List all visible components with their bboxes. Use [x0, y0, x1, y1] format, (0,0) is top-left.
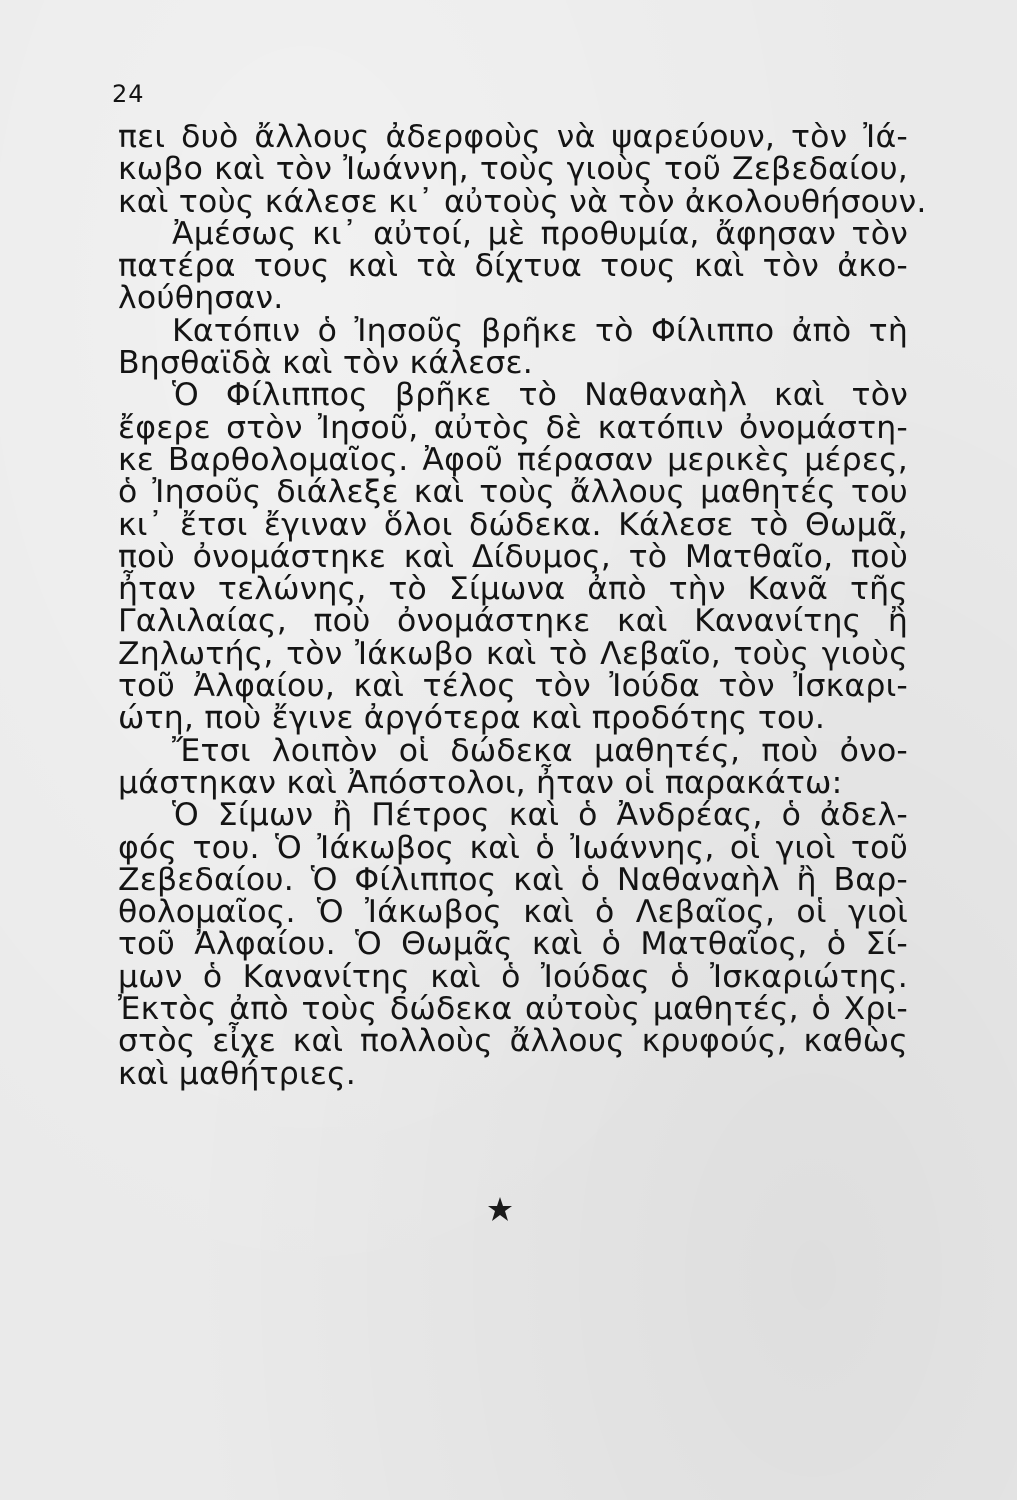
text-line: πει δυὸ ἄλλους ἀδερφοὺς νὰ ψαρεύουν, τὸν Ἰά-	[118, 119, 908, 155]
text-line: Ζηλωτής, τὸν Ἰάκωβο καὶ τὸ Λεβαῖο, τοὺς γιοὺς	[118, 635, 908, 672]
text-line: Κατόπιν ὁ Ἰησοῦς βρῆκε τὸ Φίλιππο ἀπὸ τὴ	[172, 312, 908, 349]
text-line: κι᾿ ἔτσι ἔγιναν ὅλοι δώδεκα. Κάλεσε τὸ Θωμᾶ,	[118, 506, 908, 543]
text-line: μάστηκαν καὶ Ἀπόστολοι, ἦταν οἱ παρακάτω:	[118, 764, 843, 801]
body-text	[118, 119, 927, 1092]
text-line: κε Βαρθολομαῖος. Ἀφοῦ πέρασαν μερικὲς μέρες,	[118, 441, 908, 478]
text-line: στὸς εἶχε καὶ πολλοὺς ἄλλους κρυφούς, καθὼς	[118, 1023, 908, 1060]
text-line: ὁ Ἰησοῦς διάλεξε καὶ τοὺς ἄλλους μαθητές του	[118, 474, 908, 511]
text-line: Γαλιλαίας, ποὺ ὀνομάστηκε καὶ Κανανίτης ἢ	[118, 603, 908, 640]
text-line: θολομαῖος. Ὁ Ἰάκωβος καὶ ὁ Λεβαῖος, οἱ γιοὶ	[118, 894, 908, 931]
text-line: μων ὁ Κανανίτης καὶ ὁ Ἰούδας ὁ Ἰσκαριώτης.	[118, 958, 908, 995]
text-line: Ζεβεδαίου. Ὁ Φίλιππος καὶ ὁ Ναθαναὴλ ἢ Βαρ-	[118, 861, 908, 898]
text-line: Ἀμέσως κι᾿ αὐτοί, μὲ προθυμία, ἄφησαν τὸν	[172, 215, 908, 252]
text-line: Βησθαϊδὰ καὶ τὸν κάλεσε.	[118, 345, 533, 382]
text-line: κωβο καὶ τὸν Ἰωάννη, τοὺς γιοὺς τοῦ Ζεβεδαίου,	[118, 151, 908, 188]
text-line: φός του. Ὁ Ἰάκωβος καὶ ὁ Ἰωάννης, οἱ γιοὶ τοῦ	[118, 829, 908, 866]
text-line: ἔφερε στὸν Ἰησοῦ, αὐτὸς δὲ κατόπιν ὀνομάστη-	[118, 409, 908, 446]
star-ornament-icon	[487, 1196, 513, 1222]
page-number: 24	[112, 80, 145, 108]
text-line: ἦταν τελώνης, τὸ Σίμωνα ἀπὸ τὴν Κανᾶ τῆς	[118, 571, 908, 608]
text-line: πατέρα τους καὶ τὰ δίχτυα τους καὶ τὸν ἀκο-	[118, 248, 908, 285]
text-line: ποὺ ὀνομάστηκε καὶ Δίδυμος, τὸ Ματθαῖο, ποὺ	[118, 538, 908, 575]
text-line: Ὁ Φίλιππος βρῆκε τὸ Ναθαναὴλ καὶ τὸν	[172, 377, 908, 414]
text-line: τοῦ Ἀλφαίου, καὶ τέλος τὸν Ἰούδα τὸν Ἰσκαρι-	[118, 668, 908, 705]
text-line: τοῦ Ἀλφαίου. Ὁ Θωμᾶς καὶ ὁ Ματθαῖος, ὁ Σί-	[118, 926, 908, 963]
text-line: λούθησαν.	[118, 280, 284, 317]
text-line: καὶ τοὺς κάλεσε κι᾿ αὐτοὺς νὰ τὸν ἀκολουθήσουν.	[118, 183, 927, 220]
text-line: Ὁ Σίμων ἢ Πέτρος καὶ ὁ Ἀνδρέας, ὁ ἀδελ-	[172, 797, 908, 834]
text-line: Ἐκτὸς ἀπὸ τοὺς δώδεκα αὐτοὺς μαθητές, ὁ Χρι-	[118, 991, 908, 1028]
text-line: καὶ μαθήτριες.	[118, 1055, 356, 1092]
text-line: Ἔτσι λοιπὸν οἱ δώδεκα μαθητές, ποὺ ὀνο-	[172, 732, 908, 769]
text-line: ώτη, ποὺ ἔγινε ἀργότερα καὶ προδότης του.	[118, 700, 826, 737]
